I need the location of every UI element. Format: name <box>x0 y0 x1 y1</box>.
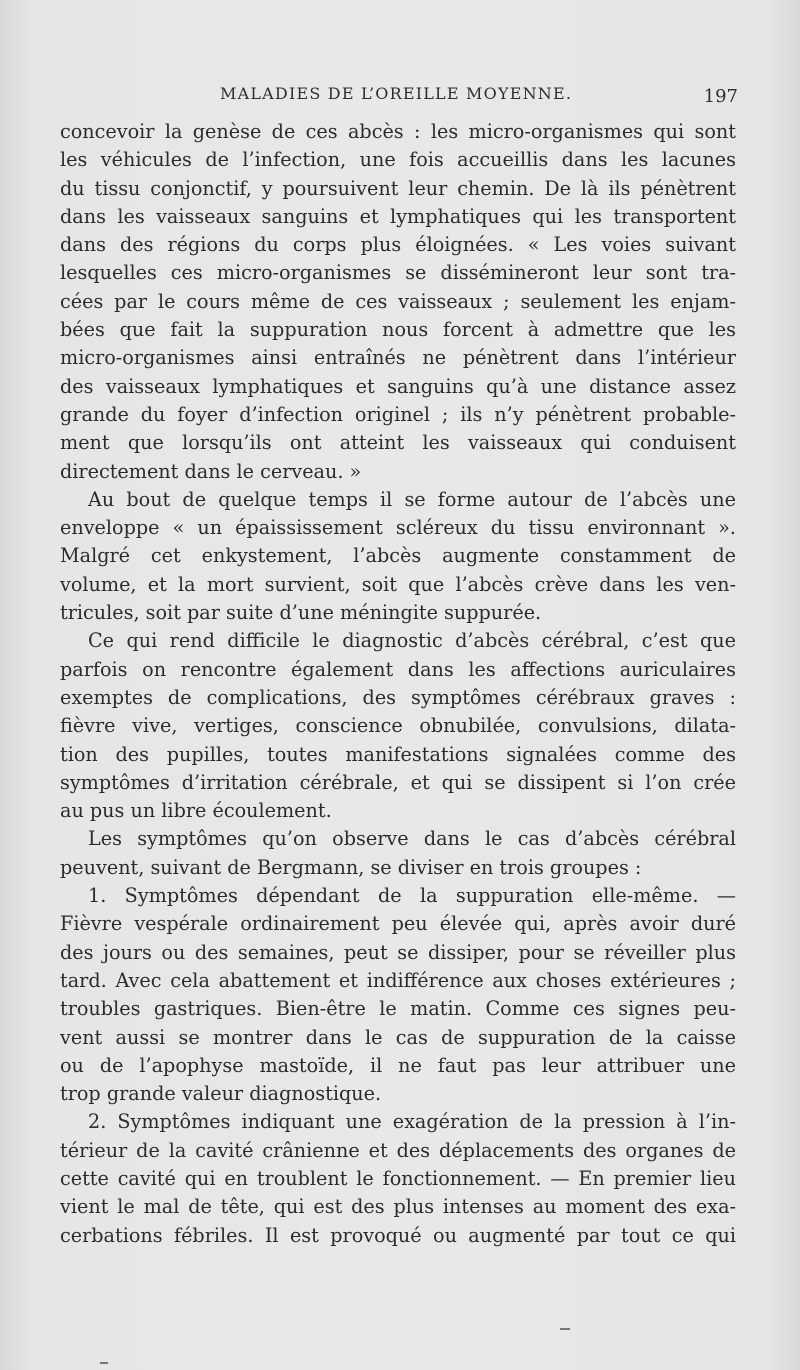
text-line: 1. Symptômes dépendant de la suppuration elle-même. — <box>88 884 736 908</box>
text-line: tricules, soit par suite d’une méningite suppurée. <box>60 601 542 625</box>
body-text <box>60 118 736 1250</box>
text-line: grande du foyer d’infection originel ; ils n’y pénètrent probable- <box>60 402 736 426</box>
text-line: cerbations fébriles. Il est provoqué ou augmenté par tout ce qui <box>60 1223 736 1247</box>
text-line: Les symptômes qu’on observe dans le cas d’abcès cérébral <box>88 827 736 851</box>
text-line: Fièvre vespérale ordinairement peu élevée qui, après avoir duré <box>60 912 736 936</box>
text-line: cées par le cours même de ces vaisseaux ; seulement les enjam- <box>60 289 736 313</box>
text-line: Au bout de quelque temps il se forme autour de l’abcès une <box>88 487 736 511</box>
text-line: vent aussi se montrer dans le cas de suppuration de la caisse <box>60 1025 736 1049</box>
text-line: exemptes de complications, des symptômes cérébraux graves : <box>60 685 736 709</box>
text-line: des jours ou des semaines, peut se dissiper, pour se réveiller plus <box>60 940 736 964</box>
text-line: lesquelles ces micro-organismes se dissémineront leur sont tra- <box>60 261 736 285</box>
print-speck <box>100 1362 108 1364</box>
text-line: micro-organismes ainsi entraînés ne pénètrent dans l’intérieur <box>60 346 736 370</box>
text-line: térieur de la cavité crânienne et des déplacements des organes de <box>60 1138 736 1162</box>
text-line: du tissu conjonctif, y poursuivent leur chemin. De là ils pénètrent <box>60 176 736 200</box>
text-line: Malgré cet enkystement, l’abcès augmente constamment de <box>60 544 736 568</box>
text-line: vient le mal de tête, qui est des plus intenses au moment des exa- <box>60 1195 736 1219</box>
text-line: tard. Avec cela abattement et indifférence aux choses extérieures ; <box>60 968 736 992</box>
text-line: au pus un libre écoulement. <box>60 799 332 823</box>
text-line: volume, et la mort survient, soit que l’abcès crève dans les ven- <box>60 572 736 596</box>
text-line: symptômes d’irritation cérébrale, et qui se dissipent si l’on crée <box>60 770 736 794</box>
text-line: cette cavité qui en troublent le fonctionnement. — En premier lieu <box>60 1166 736 1190</box>
running-title: MALADIES DE L’OREILLE MOYENNE. <box>220 84 573 103</box>
text-line: enveloppe « un épaississement scléreux du tissu environnant ». <box>60 516 736 540</box>
page-number: 197 <box>703 86 738 107</box>
text-line: Ce qui rend difficile le diagnostic d’abcès cérébral, c’est que <box>88 629 736 653</box>
text-line: parfois on rencontre également dans les affections auriculaires <box>60 657 736 681</box>
text-line: bées que fait la suppuration nous forcent à admettre que les <box>60 318 736 342</box>
text-line: dans des régions du corps plus éloignées. « Les voies suivant <box>60 233 736 257</box>
page-header <box>60 80 738 110</box>
text-line: dans les vaisseaux sanguins et lymphatiques qui les transportent <box>60 204 736 228</box>
text-line: directement dans le cerveau. » <box>60 459 362 483</box>
text-line: ment que lorsqu’ils ont atteint les vaisseaux qui conduisent <box>60 431 736 455</box>
text-line: trop grande valeur diagnostique. <box>60 1082 382 1106</box>
text-line: troubles gastriques. Bien-être le matin. Comme ces signes peu- <box>60 997 736 1021</box>
text-line: fièvre vive, vertiges, conscience obnubilée, convulsions, dilata- <box>60 714 736 738</box>
text-line: ou de l’apophyse mastoïde, il ne faut pas leur attribuer une <box>60 1053 736 1077</box>
text-line: les véhicules de l’infection, une fois accueillis dans les lacunes <box>60 148 736 172</box>
text-line: des vaisseaux lymphatiques et sanguins qu’à une distance assez <box>60 374 736 398</box>
print-speck <box>560 1328 570 1330</box>
text-line: 2. Symptômes indiquant une exagération de la pression à l’in- <box>88 1110 736 1134</box>
text-line: peuvent, suivant de Bergmann, se diviser en trois groupes : <box>60 855 642 879</box>
text-line: concevoir la genèse de ces abcès : les micro-organismes qui sont <box>60 120 736 143</box>
text-line: tion des pupilles, toutes manifestations signalées comme des <box>60 742 736 766</box>
